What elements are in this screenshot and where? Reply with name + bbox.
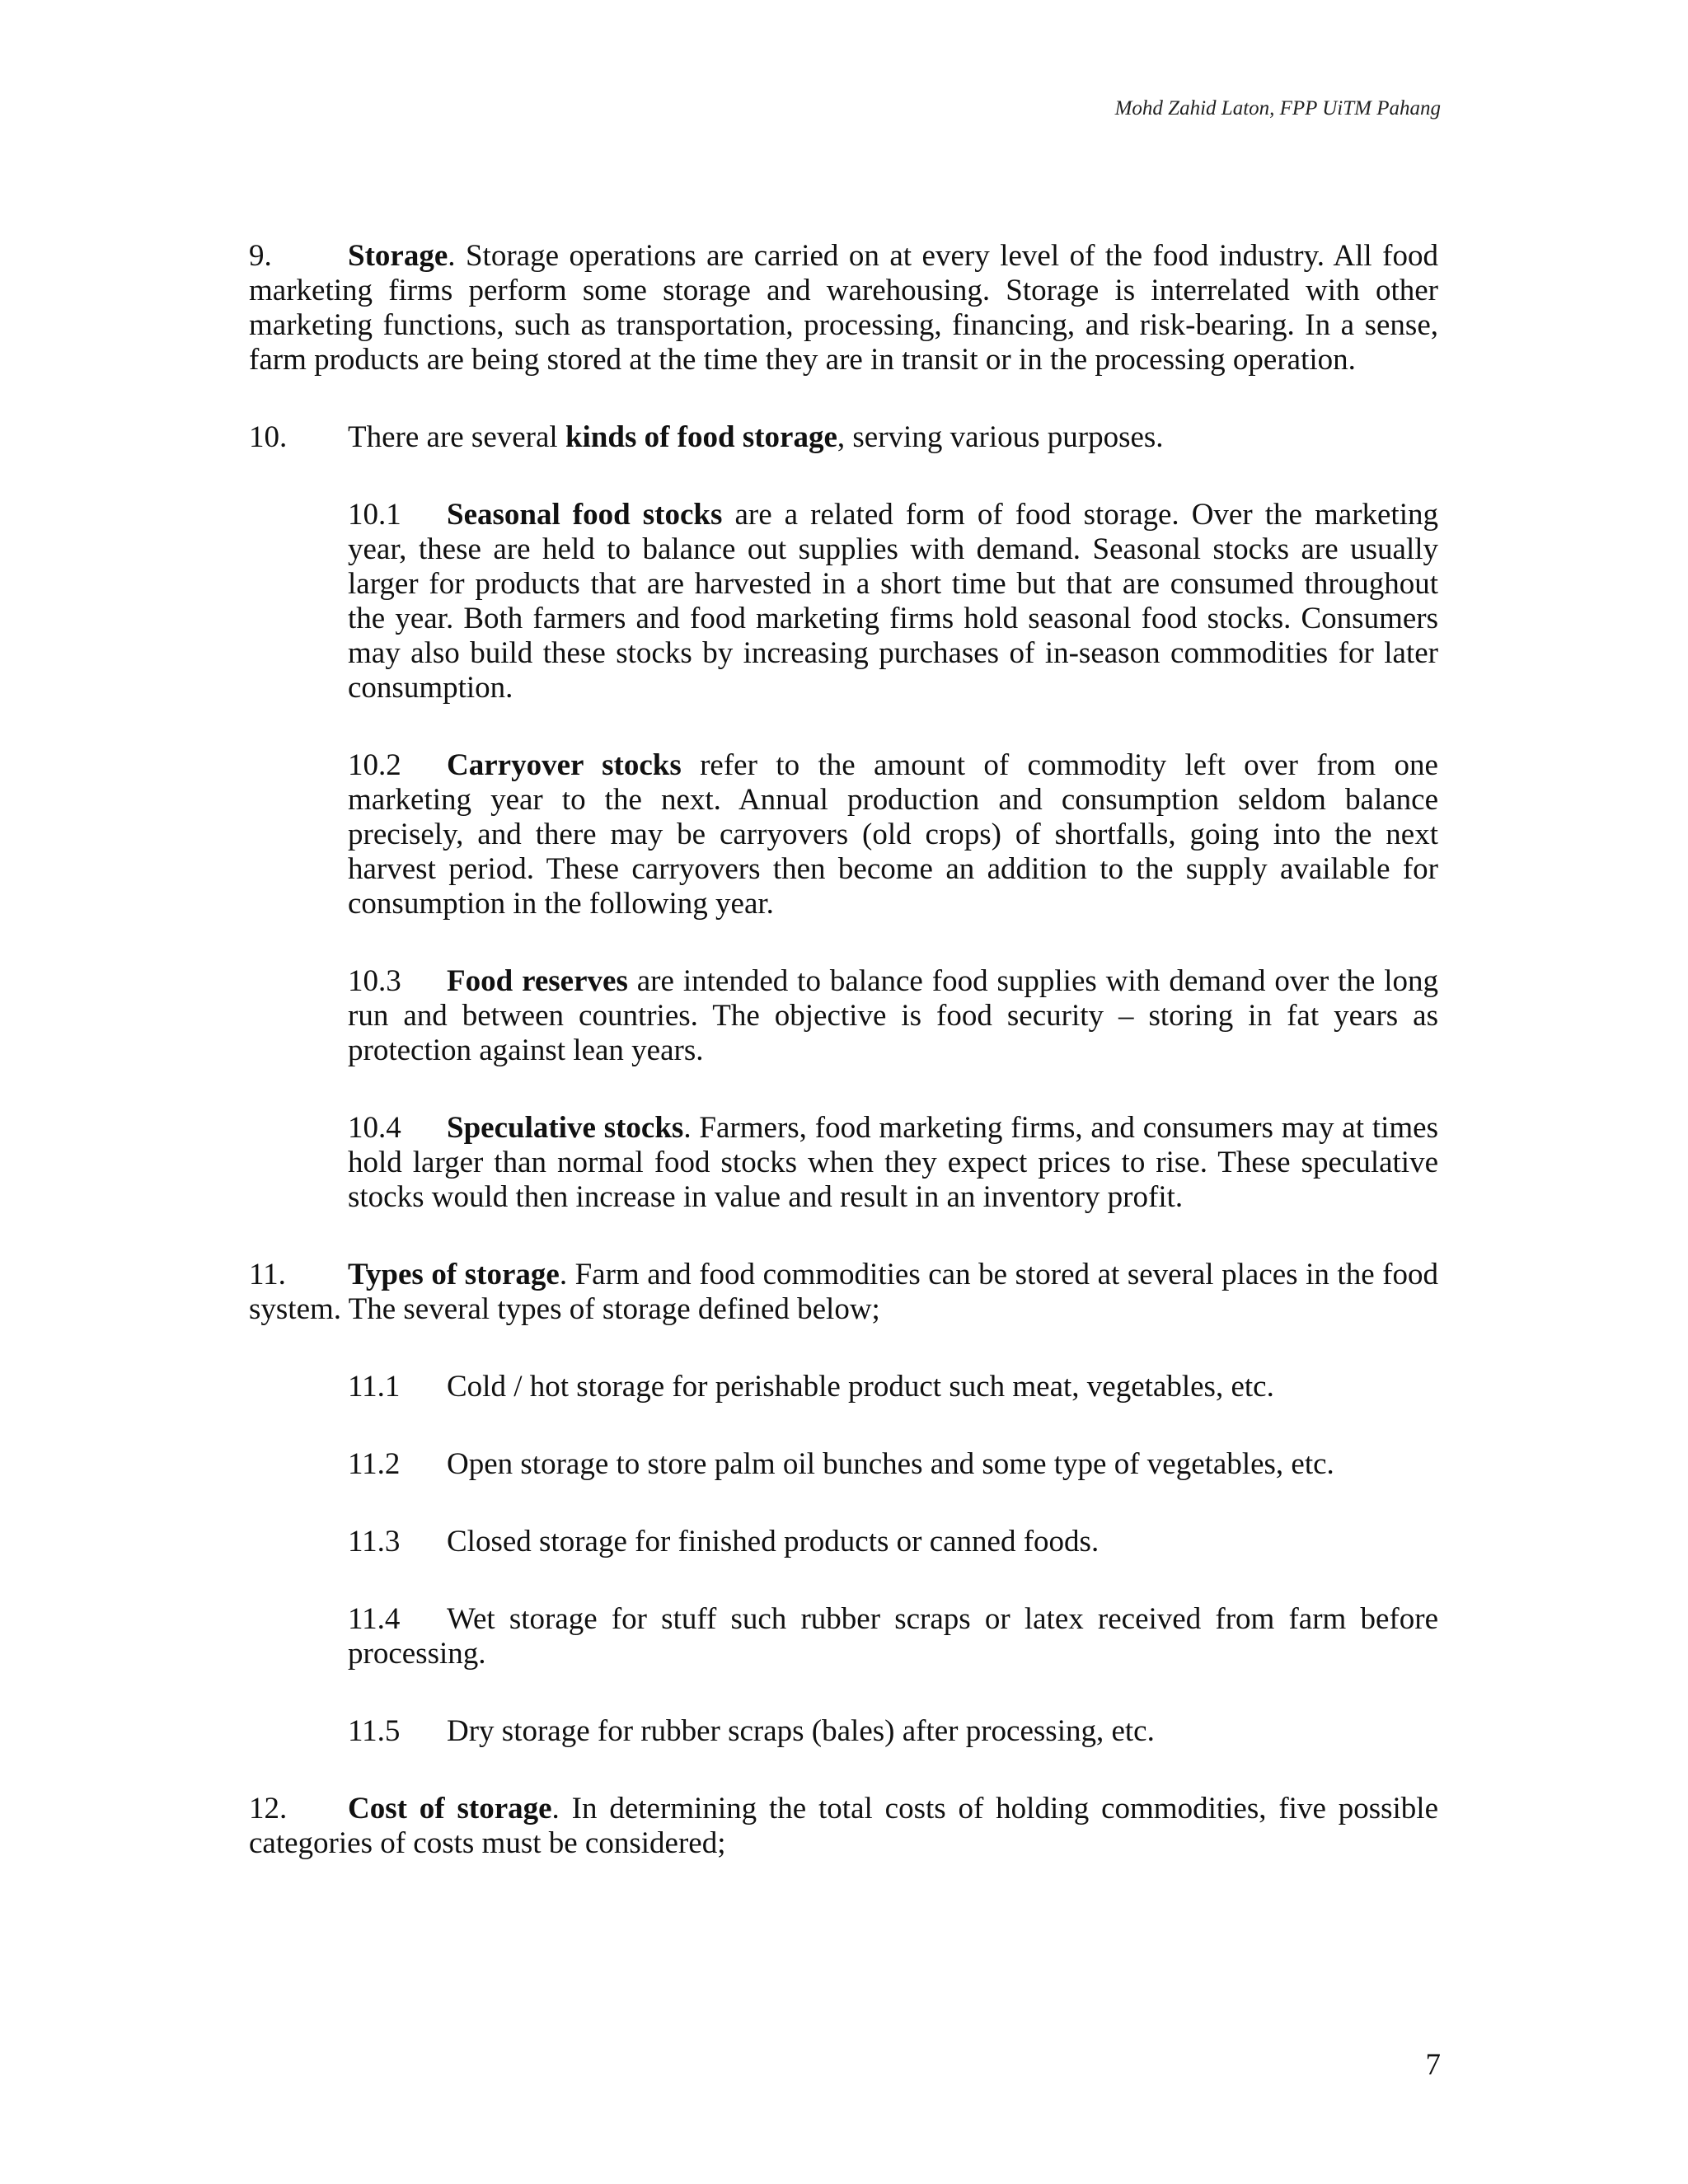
section-text: . Storage operations are carried on at every level of the food industry. All food marketing firms perform some storage and warehousing. Storage is interrelated with other marketing functions, such as transportation, processing, financing, and risk-bearing. In a sense, farm products are being stored at the time they are in transit or in the processing operation. <box>249 239 1438 377</box>
section-heading: Cost of storage <box>348 1792 552 1825</box>
subsection-text: Closed storage for finished products or canned foods. <box>447 1525 1100 1558</box>
section-number: 9. <box>249 239 272 273</box>
subsection-number: 10.2 <box>348 748 401 782</box>
subsection-text: . Farmers, food marketing firms, and consumers may at times hold larger than normal food stocks when they expect prices to rise. These speculative stocks would then increase in value and result in an inventory profit. <box>348 1111 1439 1214</box>
section-number: 12. <box>249 1792 288 1825</box>
subsection-text: refer to the amount of commodity left over from one marketing year to the next. Annual production and consumption seldom balance precisely, and there may be carryovers (old crops) of shortfalls, going into the next harvest period. These carryovers then become an addition to the supply available for consumption in the following year. <box>348 748 1438 921</box>
section-10 <box>249 420 1438 455</box>
subsection-text: are a related form of food storage. Over the marketing year, these are held to balance out supplies with demand. Seasonal stocks are usually larger for products that are harvested in a short time but that are consumed throughout the year. Both farmers and food marketing firms hold seasonal food stocks. Consumers may also build these stocks by increasing purchases of in-season commodities for later consumption. <box>348 498 1438 705</box>
page-header: Mohd Zahid Laton, FPP UiTM Pahang <box>1114 97 1441 120</box>
section-text-post: , serving various purposes. <box>837 420 1164 454</box>
subsection-number: 11.4 <box>348 1602 401 1636</box>
subsection-text: Cold / hot storage for perishable product such meat, vegetables, etc. <box>447 1370 1274 1404</box>
subsection-number: 10.4 <box>348 1111 401 1145</box>
section-text-pre: There are several <box>348 420 565 454</box>
subsection-text: Dry storage for rubber scraps (bales) after processing, etc. <box>447 1714 1155 1748</box>
subsection-heading: Seasonal food stocks <box>447 498 723 532</box>
subsection-11-3 <box>348 1525 1438 1559</box>
subsection-heading: Food reserves <box>447 964 628 998</box>
section-12 <box>249 1792 1438 1861</box>
subsection-number: 11.2 <box>348 1447 401 1481</box>
subsection-10-3 <box>348 964 1438 1068</box>
section-number: 11. <box>249 1258 286 1291</box>
subsection-number: 10.1 <box>348 498 401 532</box>
subsection-number: 11.3 <box>348 1525 401 1558</box>
section-9 <box>249 239 1438 377</box>
subsection-10-4 <box>348 1111 1438 1215</box>
subsection-heading: Speculative stocks <box>447 1111 684 1145</box>
subsection-10-1 <box>348 498 1438 705</box>
section-heading: Storage <box>348 239 448 273</box>
section-text: . In determining the total costs of holding commodities, five possible categories of costs must be considered; <box>249 1792 1438 1860</box>
subsection-11-4 <box>348 1602 1438 1671</box>
page-number: 7 <box>1425 2048 1441 2082</box>
subsection-text: Open storage to store palm oil bunches and some type of vegetables, etc. <box>447 1447 1334 1481</box>
subsection-number: 10.3 <box>348 964 401 998</box>
subsection-10-2 <box>348 748 1438 921</box>
section-heading: kinds of food storage <box>565 420 837 454</box>
subsection-11-1 <box>348 1370 1438 1404</box>
section-number: 10. <box>249 420 288 454</box>
subsection-11-2 <box>348 1447 1438 1482</box>
subsection-number: 11.1 <box>348 1370 401 1404</box>
subsection-11-5 <box>348 1714 1438 1749</box>
subsection-number: 11.5 <box>348 1714 401 1748</box>
section-11 <box>249 1258 1438 1327</box>
subsection-text: are intended to balance food supplies with demand over the long run and between countries. The objective is food security – storing in fat years as protection against lean years. <box>348 964 1438 1067</box>
section-text: . Farm and food commodities can be stored at several places in the food system. The several types of storage defined below; <box>249 1258 1438 1326</box>
document-body <box>249 239 1438 1861</box>
subsection-heading: Carryover stocks <box>447 748 682 782</box>
subsection-text: Wet storage for stuff such rubber scraps or latex received from farm before processing. <box>348 1602 1438 1671</box>
section-heading: Types of storage <box>348 1258 560 1291</box>
